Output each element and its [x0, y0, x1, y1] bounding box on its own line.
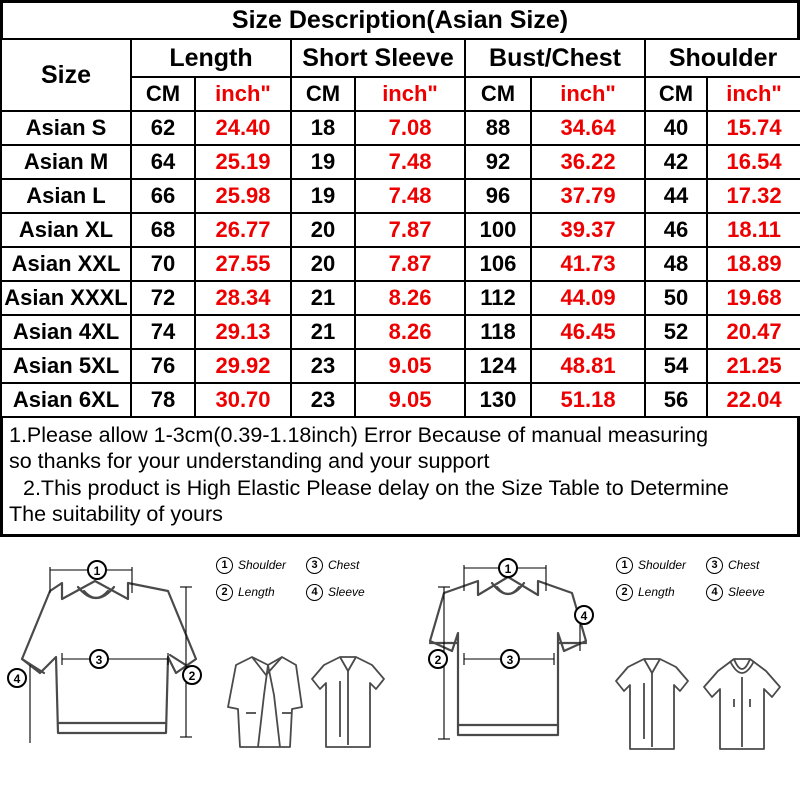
cell-bust-inch: 34.64 [531, 111, 645, 145]
legend-number-icon: 4 [306, 584, 323, 601]
table-row [1, 349, 800, 383]
page-title-text: Size Description(Asian Size) [231, 6, 569, 34]
cell-bust-cm: 112 [465, 281, 531, 315]
cell-length-inch: 25.98 [195, 179, 291, 213]
table-row [1, 145, 800, 179]
legend-label-chest: Chest [328, 558, 360, 573]
cell-bust-cm: 88 [465, 111, 531, 145]
row-size-label: Asian S [1, 111, 131, 145]
legend-label-length: Length [238, 585, 275, 600]
row-size-label: Asian 4XL [1, 315, 131, 349]
cell-shoulder-cm: 46 [645, 213, 707, 247]
legend-right [616, 557, 796, 611]
cell-length-inch: 29.13 [195, 315, 291, 349]
cell-bust-inch: 37.79 [531, 179, 645, 213]
header-shoulder: Shoulder [645, 39, 800, 77]
cell-bust-inch: 48.81 [531, 349, 645, 383]
table-row [1, 111, 800, 145]
cell-length-inch: 29.92 [195, 349, 291, 383]
cell-bust-cm: 100 [465, 213, 531, 247]
cell-shoulder-cm: 50 [645, 281, 707, 315]
cell-length-inch: 24.40 [195, 111, 291, 145]
cell-shoulder-inch: 19.68 [707, 281, 800, 315]
note-line-1: 1.Please allow 1-3cm(0.39-1.18inch) Error Because of manual measuring [9, 423, 709, 447]
note-line-3: 2.This product is High Elastic Please delay on the Size Table to Determine [23, 475, 729, 500]
legend-number-icon: 3 [706, 557, 723, 574]
unit-bust-inch: inch" [531, 77, 645, 111]
unit-shoulder-cm: CM [645, 77, 707, 111]
legend-label-shoulder: Shoulder [238, 558, 287, 573]
cell-sleeve-inch: 9.05 [355, 349, 465, 383]
cell-bust-inch: 44.09 [531, 281, 645, 315]
header-length: Length [131, 39, 291, 77]
cell-shoulder-cm: 40 [645, 111, 707, 145]
legend-label-chest: Chest [728, 558, 760, 573]
cell-bust-inch: 41.73 [531, 247, 645, 281]
unit-sleeve-cm: CM [291, 77, 355, 111]
table-row [1, 281, 800, 315]
cell-bust-cm: 92 [465, 145, 531, 179]
header-bust-chest: Bust/Chest [465, 39, 645, 77]
measurement-diagrams [0, 547, 800, 802]
cell-sleeve-cm: 18 [291, 111, 355, 145]
cell-bust-cm: 130 [465, 383, 531, 417]
cell-shoulder-cm: 52 [645, 315, 707, 349]
cell-length-cm: 66 [131, 179, 195, 213]
page-title [0, 0, 800, 38]
note-line-4: The suitability of yours [9, 502, 223, 527]
cell-shoulder-inch: 20.47 [707, 315, 800, 349]
cell-shoulder-inch: 18.89 [707, 247, 800, 281]
cell-sleeve-cm: 23 [291, 383, 355, 417]
table-row [1, 315, 800, 349]
legend-number-icon: 2 [616, 584, 633, 601]
legend-number-icon: 4 [706, 584, 723, 601]
size-table [0, 38, 800, 418]
cell-sleeve-cm: 21 [291, 315, 355, 349]
cell-shoulder-inch: 15.74 [707, 111, 800, 145]
row-size-label: Asian M [1, 145, 131, 179]
header-size: Size [1, 39, 131, 111]
cell-sleeve-inch: 8.26 [355, 281, 465, 315]
cell-shoulder-inch: 16.54 [707, 145, 800, 179]
cell-sleeve-cm: 21 [291, 281, 355, 315]
cell-shoulder-cm: 48 [645, 247, 707, 281]
cell-bust-cm: 124 [465, 349, 531, 383]
row-size-label: Asian XL [1, 213, 131, 247]
svg-text:4: 4 [580, 608, 588, 623]
note-line-2: so thanks for your understanding and your support [9, 449, 490, 474]
cell-sleeve-cm: 20 [291, 213, 355, 247]
cell-length-cm: 72 [131, 281, 195, 315]
short-sleeve-diagram-panel [400, 547, 800, 802]
cell-length-inch: 26.77 [195, 213, 291, 247]
cell-shoulder-inch: 17.32 [707, 179, 800, 213]
table-row [1, 213, 800, 247]
unit-bust-cm: CM [465, 77, 531, 111]
legend-number-icon: 1 [216, 557, 233, 574]
cell-length-inch: 25.19 [195, 145, 291, 179]
svg-text:3: 3 [506, 652, 514, 667]
cell-bust-inch: 46.45 [531, 315, 645, 349]
legend-label-length: Length [638, 585, 675, 600]
cell-sleeve-inch: 9.05 [355, 383, 465, 417]
cell-length-cm: 74 [131, 315, 195, 349]
cell-sleeve-cm: 19 [291, 145, 355, 179]
cell-length-cm: 62 [131, 111, 195, 145]
row-size-label: Asian 6XL [1, 383, 131, 417]
svg-text:3: 3 [95, 652, 103, 667]
cell-length-cm: 78 [131, 383, 195, 417]
cell-sleeve-inch: 7.48 [355, 179, 465, 213]
cell-sleeve-inch: 7.08 [355, 111, 465, 145]
cell-bust-inch: 51.18 [531, 383, 645, 417]
table-row [1, 179, 800, 213]
svg-text:4: 4 [13, 671, 21, 686]
legend-number-icon: 2 [216, 584, 233, 601]
cell-sleeve-cm: 19 [291, 179, 355, 213]
cell-shoulder-cm: 54 [645, 349, 707, 383]
legend-number-icon: 1 [616, 557, 633, 574]
cell-shoulder-inch: 18.11 [707, 213, 800, 247]
cell-length-cm: 76 [131, 349, 195, 383]
cell-sleeve-inch: 8.26 [355, 315, 465, 349]
notes-block [0, 418, 800, 537]
row-size-label: Asian XXXL [1, 281, 131, 315]
cell-shoulder-cm: 44 [645, 179, 707, 213]
cell-shoulder-cm: 56 [645, 383, 707, 417]
svg-text:1: 1 [93, 563, 101, 578]
row-size-label: Asian 5XL [1, 349, 131, 383]
cell-sleeve-inch: 7.87 [355, 247, 465, 281]
cell-bust-inch: 39.37 [531, 213, 645, 247]
cell-bust-cm: 118 [465, 315, 531, 349]
unit-sleeve-inch: inch" [355, 77, 465, 111]
cell-bust-cm: 96 [465, 179, 531, 213]
cell-bust-cm: 106 [465, 247, 531, 281]
legend-number-icon: 3 [306, 557, 323, 574]
table-row [1, 247, 800, 281]
table-header-groups [1, 39, 800, 77]
cell-length-cm: 64 [131, 145, 195, 179]
table-row [1, 383, 800, 417]
legend-left [216, 557, 396, 611]
legend-label-sleeve: Sleeve [328, 585, 365, 600]
cell-shoulder-cm: 42 [645, 145, 707, 179]
svg-text:2: 2 [188, 668, 196, 683]
cell-sleeve-cm: 23 [291, 349, 355, 383]
row-size-label: Asian XXL [1, 247, 131, 281]
cell-length-cm: 70 [131, 247, 195, 281]
cell-sleeve-cm: 20 [291, 247, 355, 281]
cell-length-inch: 30.70 [195, 383, 291, 417]
unit-shoulder-inch: inch" [707, 77, 800, 111]
svg-text:2: 2 [434, 652, 442, 667]
header-short-sleeve: Short Sleeve [291, 39, 465, 77]
svg-text:1: 1 [504, 561, 512, 576]
cell-shoulder-inch: 22.04 [707, 383, 800, 417]
cell-bust-inch: 36.22 [531, 145, 645, 179]
cell-shoulder-inch: 21.25 [707, 349, 800, 383]
legend-label-shoulder: Shoulder [638, 558, 687, 573]
legend-label-sleeve: Sleeve [728, 585, 765, 600]
cell-length-inch: 28.34 [195, 281, 291, 315]
unit-length-cm: CM [131, 77, 195, 111]
unit-length-inch: inch" [195, 77, 291, 111]
cell-length-cm: 68 [131, 213, 195, 247]
cell-sleeve-inch: 7.87 [355, 213, 465, 247]
cell-length-inch: 27.55 [195, 247, 291, 281]
long-sleeve-diagram-panel [0, 547, 400, 802]
cell-sleeve-inch: 7.48 [355, 145, 465, 179]
row-size-label: Asian L [1, 179, 131, 213]
